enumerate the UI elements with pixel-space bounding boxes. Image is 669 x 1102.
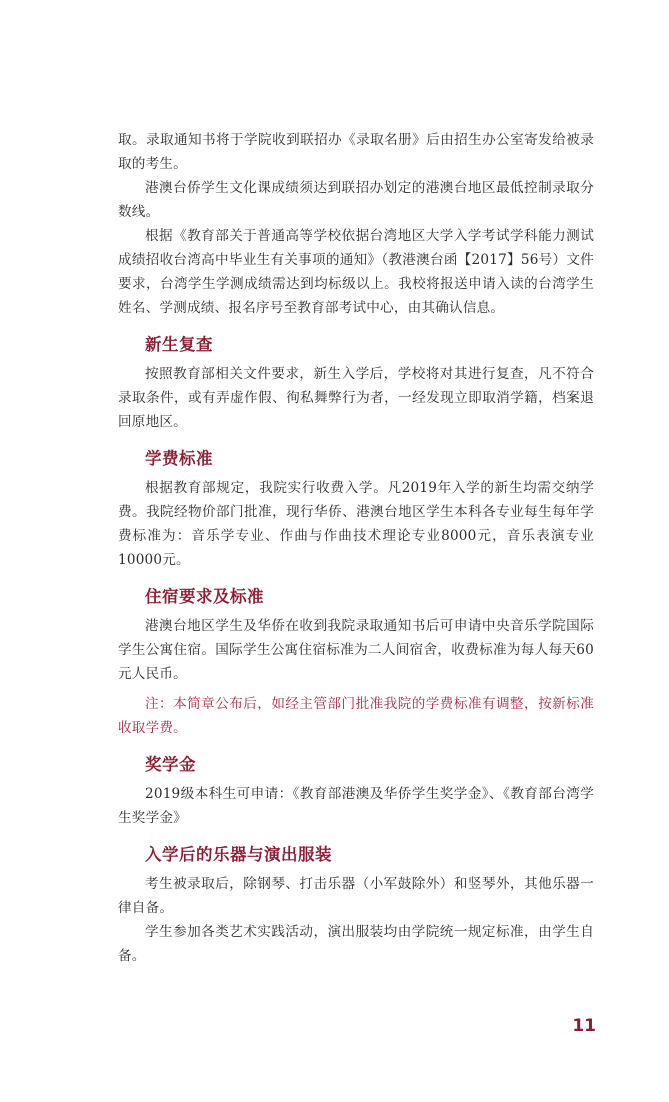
tuition-adjustment-note: 注：本简章公布后，如经主管部门批准我院的学费标准有调整，按新标准收取学费。 <box>118 696 594 736</box>
housing-body: 港澳台地区学生及华侨在收到我院录取通知书后可申请中央音乐学院国际学生公寓住宿。国际学生公寓住宿标准为二人间宿舍，收费标准为每人每天60元人民币。 <box>118 618 594 682</box>
spacer <box>118 830 594 844</box>
section-title-housing: 住宿要求及标准 <box>145 587 264 606</box>
section-title-scholarship: 奖学金 <box>145 755 196 774</box>
recheck-body: 按照教育部相关文件要求，新生入学后，学校将对其进行复查，凡不符合录取条件，或有弄虚作假、徇私舞弊行为者，一经发现立即取消学籍，档案退回原地区。 <box>118 366 594 430</box>
tuition-body: 根据教育部规定，我院实行收费入学。凡2019年入学的新生均需交纳学费。我院经物价部门批准，现行华侨、港澳台地区学生本科各专业每生每年学费标准为：音乐学专业、作曲与作曲技术理论专业8000元，音乐表演专业10000元。 <box>118 480 594 568</box>
section-title-instruments: 入学后的乐器与演出服装 <box>145 845 332 864</box>
section-title-tuition: 学费标准 <box>145 449 213 468</box>
instruments-body: 考生被录取后，除钢琴、打击乐器（小军鼓除外）和竖琴外，其他乐器一律自备。 <box>118 876 594 916</box>
costume-body: 学生参加各类艺术实践活动，演出服装均由学院统一规定标准，由学生自备。 <box>118 924 594 964</box>
taiwan-test-paragraph: 根据《教育部关于普通高等学校依据台湾地区大学入学考试学科能力测试成绩招收台湾高中毕业生有关事项的通知》（教港澳台函【2017】56号）文件要求，台湾学生学测成绩需达到均标级以上。我校将报送申请入读的台湾学生姓名、学测成绩、报名序号至教育部考试中心，由其确认信息。 <box>118 228 594 316</box>
spacer <box>118 572 594 586</box>
spacer <box>118 320 594 334</box>
section-title-recheck: 新生复查 <box>145 335 213 354</box>
score-requirement-paragraph: 港澳台侨学生文化课成绩须达到联招办划定的港澳台地区最低控制录取分数线。 <box>118 180 594 220</box>
page-number: 11 <box>572 1016 596 1036</box>
scholarship-body: 2019级本科生可申请：《教育部港澳及华侨学生奖学金》、《教育部台湾学生奖学金》 <box>118 786 594 826</box>
admission-notice-paragraph: 取。录取通知书将于学院收到联招办《录取名册》后由招生办公室寄发给被录取的考生。 <box>118 132 594 172</box>
page-content <box>118 128 594 968</box>
spacer <box>118 740 594 754</box>
spacer <box>118 434 594 448</box>
